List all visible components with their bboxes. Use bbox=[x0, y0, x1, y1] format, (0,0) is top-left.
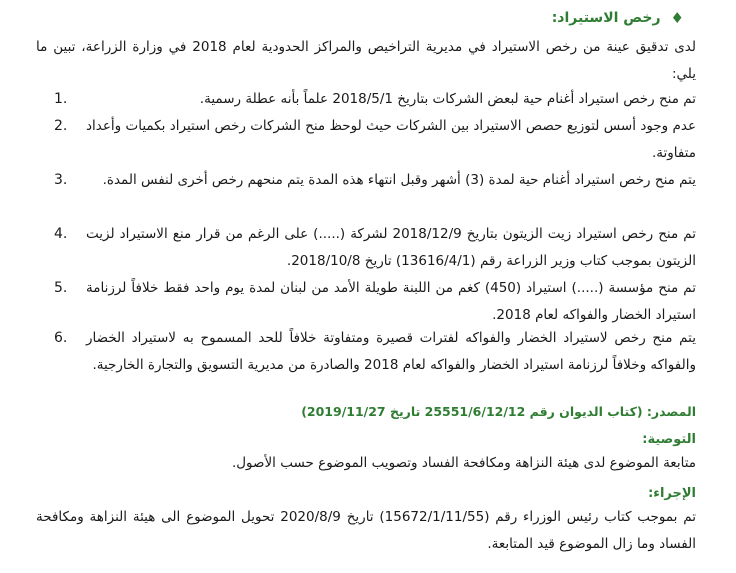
finding-item bbox=[36, 113, 696, 167]
recommendation-label: التوصية: bbox=[642, 432, 696, 447]
action-label: الإجراء: bbox=[648, 486, 696, 501]
finding-text: تم منح رخص استيراد زيت الزيتون بتاريخ 2018/12/9 لشركة (.....) على الرغم من قرار منع الاستيراد لزيت الزيتون بموجب كتاب وزير الزراعة رقم (13616/4/1) تاريخ 2018/10/8. bbox=[86, 226, 696, 269]
finding-text: تم منح مؤسسة (.....) استيراد (450) كغم من اللبنة طويلة الأمد من لبنان لمدة يوم واحد فقط خلافاً لرزنامة استيراد الخضار والفواكه لعام 2018. bbox=[86, 280, 696, 323]
finding-item bbox=[36, 86, 696, 113]
finding-number: 2. bbox=[54, 118, 68, 134]
finding-text: يتم منح رخص استيراد أغنام حية لمدة (3) أشهر وقبل انتهاء هذه المدة يتم منحهم رخص أخرى لنفس المدة. bbox=[102, 172, 696, 188]
finding-text: عدم وجود أسس لتوزيع حصص الاستيراد بين الشركات حيث لوحظ منح الشركات رخص استيراد بكميات وأعداد متفاوتة. bbox=[86, 118, 696, 161]
section-heading-row bbox=[552, 8, 684, 28]
recommendation-text: متابعة الموضوع لدى هيئة النزاهة ومكافحة الفساد وتصويب الموضوع حسب الأصول. bbox=[231, 455, 696, 471]
finding-number: 6. bbox=[54, 330, 68, 346]
finding-number: 4. bbox=[54, 226, 68, 242]
finding-text: يتم منح رخص لاستيراد الخضار والفواكه لفترات قصيرة ومتفاوتة خلافاً للحد المسموح به لاستيراد الخضار والفواكه وخلافاً لرزنامة استيراد الخضار والفواكه لعام 2018 والصادرة من مديرية التسويق والتجارة الخارجية. bbox=[86, 330, 696, 373]
finding-number: 3. bbox=[54, 172, 68, 188]
finding-text: تم منح رخص استيراد أغنام حية لبعض الشركات بتاريخ 2018/5/1 علماً بأنه عطلة رسمية. bbox=[199, 91, 696, 107]
source-citation: المصدر: (كتاب الديوان رقم 25551/6/12/12 تاريخ 2019/11/27) bbox=[301, 404, 696, 419]
finding-item bbox=[36, 325, 696, 379]
finding-number: 5. bbox=[54, 280, 68, 296]
action-text: تم بموجب كتاب رئيس الوزراء رقم (15672/1/11/55) تاريخ 2020/8/9 تحويل الموضوع الى هيئة النزاهة ومكافحة الفساد وما زال الموضوع قيد المتابعة. bbox=[36, 509, 696, 552]
finding-number: 1. bbox=[54, 91, 68, 107]
diamond-bullet-icon: ♦ bbox=[670, 9, 684, 27]
finding-item bbox=[36, 275, 696, 329]
intro-paragraph: لدى تدقيق عينة من رخص الاستيراد في مديرية التراخيص والمراكز الحدودية لعام 2018 في وزارة الزراعة، تبين ما يلي: bbox=[36, 39, 696, 82]
finding-item bbox=[36, 221, 696, 275]
finding-item bbox=[36, 167, 696, 194]
section-heading: رخص الاستيراد: bbox=[551, 10, 661, 26]
